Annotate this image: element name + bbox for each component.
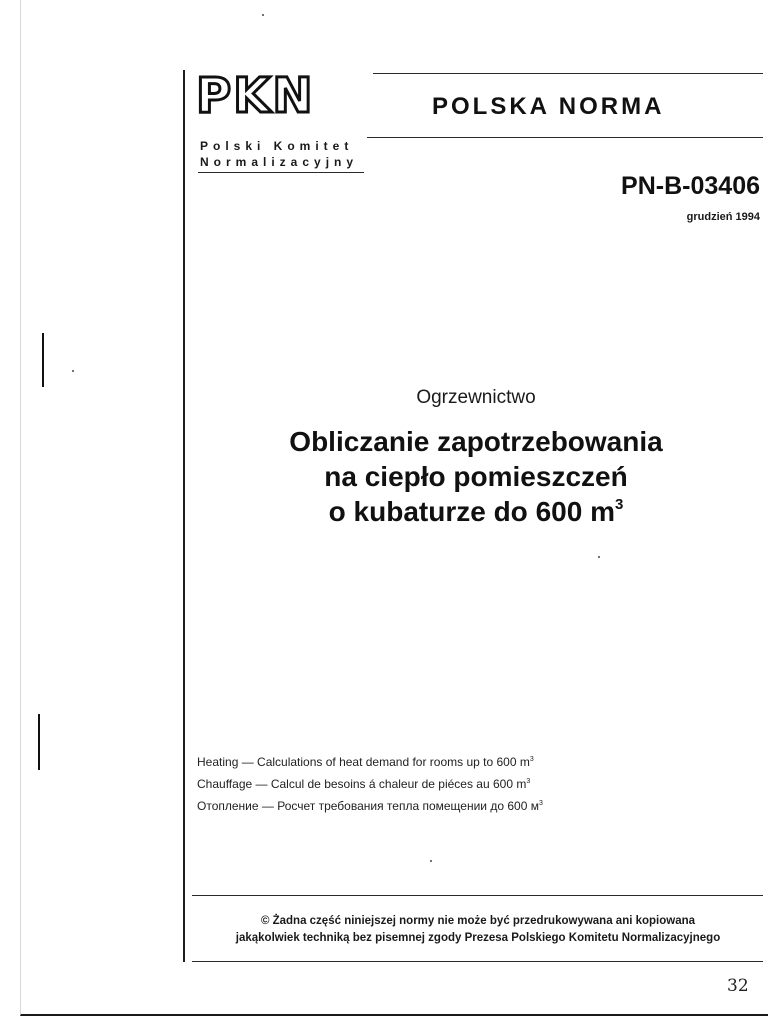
copyright-line-1: © Żadna część niniejszej normy nie może być przedrukowywana ani kopiowana: [260, 915, 696, 927]
scan-mark: [42, 333, 44, 387]
translation-english: Heating — Calculations of heat demand for rooms up to 600 $m^3$: [197, 755, 534, 769]
document-title: [200, 424, 752, 529]
page-number: 32: [727, 976, 749, 996]
org-name-line2: Normalizacyjny: [200, 155, 359, 169]
left-margin-rule: [183, 70, 185, 962]
translation-russian: Отопление — Росчет требования тепла помещении до 600 $м^3$: [197, 799, 543, 813]
copyright-notice: [195, 913, 761, 947]
footer-bottom-rule: [192, 961, 763, 962]
title-translations: [197, 751, 543, 817]
scan-dot: [430, 860, 432, 862]
footer-top-rule: [192, 895, 763, 896]
standard-code: PN-B-03406: [621, 172, 760, 200]
scan-dot: [262, 14, 264, 16]
copyright-line-2: jakąkolwiek techniką bez pisemnej zgody Prezesa Polskiego Komitetu Normalizacyjnego: [235, 932, 721, 944]
translation-french: Chauffage — Calcul de besoins á chaleur de piéces au 600 $m^3$: [197, 777, 531, 791]
scan-dot: [598, 556, 600, 558]
pkn-logo: PKN: [196, 68, 315, 124]
title-line-2: na ciepło pomieszczeń: [324, 461, 628, 492]
title-line-3-text: o kubaturze do 600 m: [328, 496, 615, 527]
title-line-1: Obliczanie zapotrzebowania: [289, 426, 663, 457]
org-name-line1: Polski Komitet: [200, 139, 354, 153]
standard-date: grudzień 1994: [686, 211, 760, 223]
scan-mark: [38, 714, 40, 770]
header-title: POLSKA NORMA: [432, 93, 665, 120]
title-line-3: [200, 494, 752, 529]
logo-underline: [198, 172, 364, 173]
header-top-rule: [373, 73, 763, 74]
category-label: Ogrzewnictwo: [416, 387, 536, 408]
header-bottom-rule: [367, 137, 763, 138]
title-superscript: 3: [614, 496, 624, 513]
scan-dot: [72, 370, 74, 372]
